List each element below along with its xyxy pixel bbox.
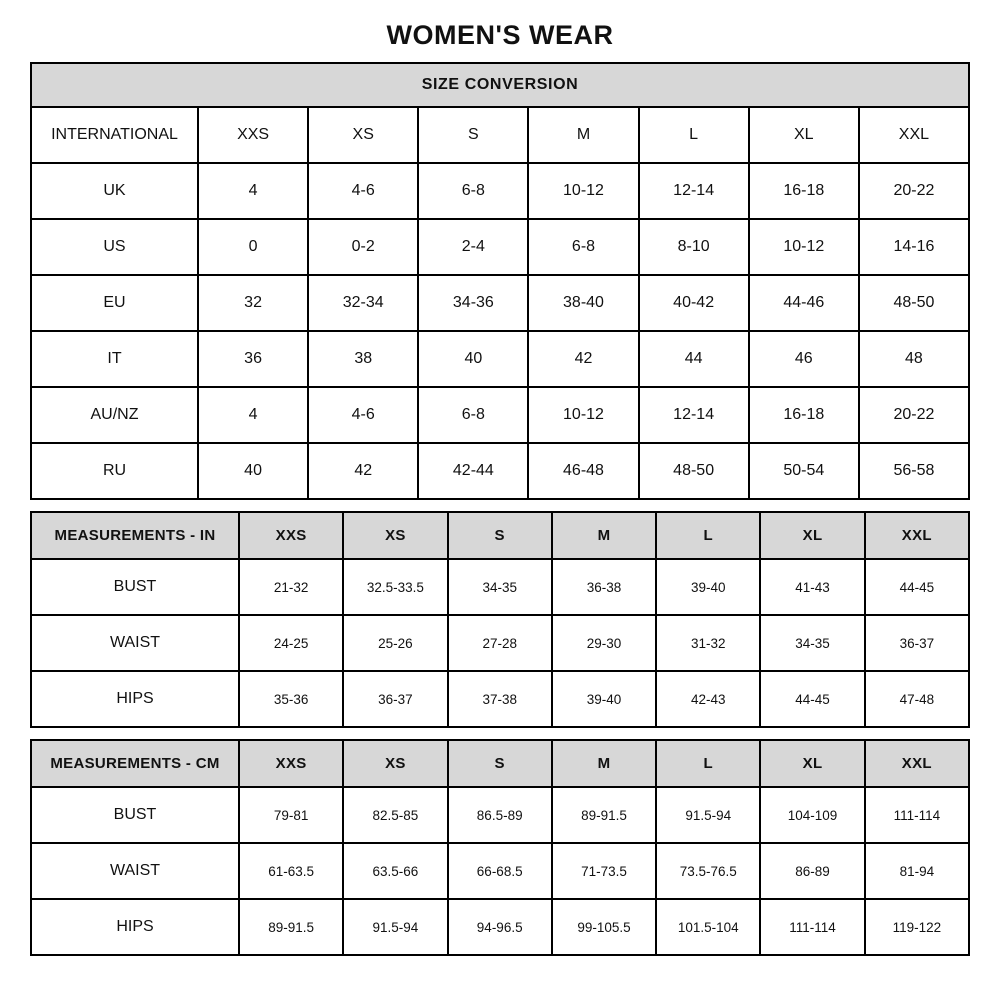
size-cell: M: [528, 107, 638, 163]
table-row-waist-cm: [31, 843, 969, 899]
size-cell: 42: [528, 331, 638, 387]
measurement-cell: 94-96.5: [448, 899, 552, 955]
size-cell: 10-12: [528, 163, 638, 219]
row-label: IT: [31, 331, 198, 387]
measurement-cell: 81-94: [865, 843, 969, 899]
measurement-cell: 101.5-104: [656, 899, 760, 955]
size-header-cell: M: [552, 740, 656, 787]
size-cell: 6-8: [418, 163, 528, 219]
size-cell: 10-12: [749, 219, 859, 275]
measurement-cell: 119-122: [865, 899, 969, 955]
size-header-cell: XL: [760, 740, 864, 787]
size-cell: 48-50: [859, 275, 969, 331]
size-cell: 44: [639, 331, 749, 387]
size-header-cell: XS: [343, 740, 447, 787]
size-cell: XS: [308, 107, 418, 163]
size-header-cell: S: [448, 512, 552, 559]
measurement-cell: 86.5-89: [448, 787, 552, 843]
table-row-aunz: [31, 387, 969, 443]
size-cell: 44-46: [749, 275, 859, 331]
size-header-cell: XL: [760, 512, 864, 559]
size-cell: 6-8: [418, 387, 528, 443]
measurement-cell: 91.5-94: [343, 899, 447, 955]
measurement-cell: 111-114: [865, 787, 969, 843]
measurement-cell: 86-89: [760, 843, 864, 899]
measurement-cell: 36-37: [343, 671, 447, 727]
row-label: UK: [31, 163, 198, 219]
size-cell: 56-58: [859, 443, 969, 499]
measurement-cell: 37-38: [448, 671, 552, 727]
measurement-cell: 79-81: [239, 787, 343, 843]
measurement-cell: 34-35: [760, 615, 864, 671]
size-cell: 48-50: [639, 443, 749, 499]
measurement-cell: 29-30: [552, 615, 656, 671]
measurement-cell: 44-45: [865, 559, 969, 615]
size-cell: XXL: [859, 107, 969, 163]
measurement-cell: 39-40: [656, 559, 760, 615]
measurement-cell: 111-114: [760, 899, 864, 955]
size-conversion-title: SIZE CONVERSION: [31, 63, 969, 107]
row-label: WAIST: [31, 843, 239, 899]
size-cell: 8-10: [639, 219, 749, 275]
row-label: AU/NZ: [31, 387, 198, 443]
size-cell: 10-12: [528, 387, 638, 443]
measurement-cell: 31-32: [656, 615, 760, 671]
measurement-cell: 104-109: [760, 787, 864, 843]
measurement-cell: 89-91.5: [239, 899, 343, 955]
size-cell: 38: [308, 331, 418, 387]
size-cell: 40-42: [639, 275, 749, 331]
table-row-hips-cm: [31, 899, 969, 955]
row-label: US: [31, 219, 198, 275]
size-cell: 34-36: [418, 275, 528, 331]
row-label: BUST: [31, 559, 239, 615]
size-cell: 50-54: [749, 443, 859, 499]
row-label: EU: [31, 275, 198, 331]
measurement-cell: 44-45: [760, 671, 864, 727]
size-cell: 32-34: [308, 275, 418, 331]
table-row-eu: [31, 275, 969, 331]
size-cell: 4: [198, 163, 308, 219]
measurement-cell: 34-35: [448, 559, 552, 615]
size-conversion-table: [30, 62, 970, 500]
size-header-cell: XXS: [239, 512, 343, 559]
measurements-cm-table: [30, 739, 970, 956]
size-header-cell: S: [448, 740, 552, 787]
table-row-it: [31, 331, 969, 387]
row-label: BUST: [31, 787, 239, 843]
row-label: HIPS: [31, 671, 239, 727]
measurement-cell: 35-36: [239, 671, 343, 727]
table-row-uk: [31, 163, 969, 219]
measurement-cell: 25-26: [343, 615, 447, 671]
table-banner-row: [31, 63, 969, 107]
row-label: RU: [31, 443, 198, 499]
measurement-cell: 36-38: [552, 559, 656, 615]
size-cell: 48: [859, 331, 969, 387]
table-row-bust-cm: [31, 787, 969, 843]
size-cell: 16-18: [749, 163, 859, 219]
size-cell: 46: [749, 331, 859, 387]
measurement-cell: 61-63.5: [239, 843, 343, 899]
table-row-us: [31, 219, 969, 275]
measurement-cell: 91.5-94: [656, 787, 760, 843]
measurement-cell: 99-105.5: [552, 899, 656, 955]
size-cell: S: [418, 107, 528, 163]
size-cell: 36: [198, 331, 308, 387]
size-header-cell: XS: [343, 512, 447, 559]
size-header-cell: M: [552, 512, 656, 559]
size-cell: 32: [198, 275, 308, 331]
size-cell: 40: [198, 443, 308, 499]
size-cell: 12-14: [639, 163, 749, 219]
measurement-cell: 36-37: [865, 615, 969, 671]
size-cell: 20-22: [859, 387, 969, 443]
size-cell: L: [639, 107, 749, 163]
size-header-cell: XXL: [865, 740, 969, 787]
measurement-cell: 21-32: [239, 559, 343, 615]
size-cell: 2-4: [418, 219, 528, 275]
size-cell: 20-22: [859, 163, 969, 219]
size-cell: 42: [308, 443, 418, 499]
measurement-cell: 66-68.5: [448, 843, 552, 899]
size-cell: 14-16: [859, 219, 969, 275]
measurement-cell: 47-48: [865, 671, 969, 727]
measurement-cell: 71-73.5: [552, 843, 656, 899]
table-header-row: [31, 740, 969, 787]
measurement-cell: 39-40: [552, 671, 656, 727]
size-cell: 4-6: [308, 163, 418, 219]
table-row-hips-in: [31, 671, 969, 727]
size-header-cell: L: [656, 512, 760, 559]
measurement-cell: 41-43: [760, 559, 864, 615]
measurements-in-table: [30, 511, 970, 728]
measurements-cm-title: MEASUREMENTS - CM: [31, 740, 239, 787]
size-cell: 38-40: [528, 275, 638, 331]
size-cell: 4: [198, 387, 308, 443]
measurement-cell: 27-28: [448, 615, 552, 671]
table-row-ru: [31, 443, 969, 499]
size-cell: 4-6: [308, 387, 418, 443]
size-cell: 6-8: [528, 219, 638, 275]
size-cell: 42-44: [418, 443, 528, 499]
measurement-cell: 73.5-76.5: [656, 843, 760, 899]
size-header-cell: XXL: [865, 512, 969, 559]
table-row-international: [31, 107, 969, 163]
row-label: HIPS: [31, 899, 239, 955]
size-cell: 0-2: [308, 219, 418, 275]
measurement-cell: 89-91.5: [552, 787, 656, 843]
size-cell: 46-48: [528, 443, 638, 499]
size-header-cell: L: [656, 740, 760, 787]
size-cell: XXS: [198, 107, 308, 163]
size-cell: 12-14: [639, 387, 749, 443]
size-cell: 0: [198, 219, 308, 275]
measurement-cell: 24-25: [239, 615, 343, 671]
size-header-cell: XXS: [239, 740, 343, 787]
table-row-waist-in: [31, 615, 969, 671]
measurement-cell: 42-43: [656, 671, 760, 727]
row-label: INTERNATIONAL: [31, 107, 198, 163]
size-cell: 16-18: [749, 387, 859, 443]
measurement-cell: 82.5-85: [343, 787, 447, 843]
size-cell: XL: [749, 107, 859, 163]
size-cell: 40: [418, 331, 528, 387]
row-label: WAIST: [31, 615, 239, 671]
measurement-cell: 63.5-66: [343, 843, 447, 899]
table-row-bust-in: [31, 559, 969, 615]
table-header-row: [31, 512, 969, 559]
measurements-in-title: MEASUREMENTS - IN: [31, 512, 239, 559]
page-title: WOMEN'S WEAR: [386, 20, 614, 50]
measurement-cell: 32.5-33.5: [343, 559, 447, 615]
